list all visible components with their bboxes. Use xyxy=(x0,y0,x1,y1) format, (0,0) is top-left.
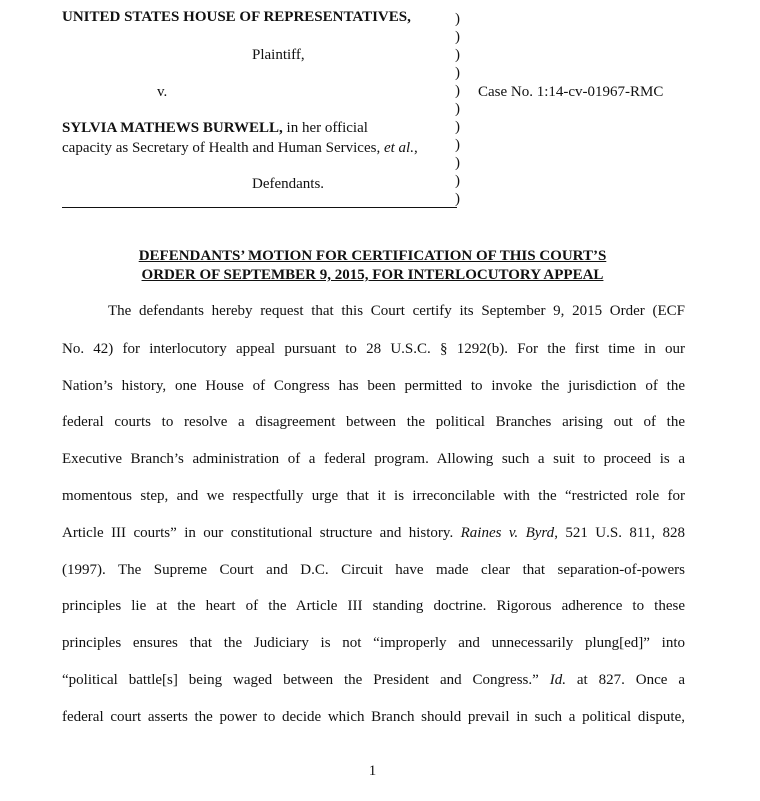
case-citation-raines: Raines v. Byrd xyxy=(460,525,555,541)
body-line-7a: Article III courts” in our constitutional structure and history. xyxy=(62,525,461,541)
caption-paren: ) xyxy=(455,83,460,99)
motion-title-line-2: ORDER OF SEPTEMBER 9, 2015, FOR INTERLOCUTORY APPEAL xyxy=(141,267,604,283)
defendant-desc-2a: capacity as Secretary of Health and Human Services, xyxy=(62,140,384,156)
et-al: et al. xyxy=(383,140,414,156)
caption-paren: ) xyxy=(455,101,460,117)
defendant-line-1 xyxy=(62,120,368,137)
plaintiff-role: Plaintiff, xyxy=(252,47,305,63)
defendant-line-2 xyxy=(62,140,418,157)
caption-paren: ) xyxy=(455,173,460,189)
body-line-2: No. 42) for interlocutory appeal pursuant to 28 U.S.C. § 1292(b). For the first time in our xyxy=(62,341,685,357)
caption-paren: ) xyxy=(455,65,460,81)
body-line-11a: “political battle[s] being waged between the President and Congress.” xyxy=(62,672,550,688)
caption-rule xyxy=(62,207,457,208)
body-line-7 xyxy=(62,525,685,542)
body-line-12: federal court asserts the power to decide which Branch should prevail in such a political dispute, xyxy=(62,709,685,725)
plaintiff-name: UNITED STATES HOUSE OF REPRESENTATIVES, xyxy=(62,9,411,25)
caption-paren: ) xyxy=(455,11,460,27)
caption-paren: ) xyxy=(455,191,460,207)
defendant-name: SYLVIA MATHEWS BURWELL, xyxy=(62,120,283,136)
body-line-6: momentous step, and we respectfully urge that it is irreconcilable with the “restricted role for xyxy=(62,488,685,504)
body-line-4: federal courts to resolve a disagreement between the political Branches arising out of the xyxy=(62,414,685,430)
defendant-role: Defendants. xyxy=(252,176,325,192)
defendant-desc-2c: , xyxy=(413,140,418,156)
versus-label: v. xyxy=(157,84,168,100)
motion-title-line-1: DEFENDANTS’ MOTION FOR CERTIFICATION OF THIS COURT’S xyxy=(138,248,607,264)
case-number: Case No. 1:14-cv-01967-RMC xyxy=(478,84,664,100)
body-line-1: The defendants hereby request that this Court certify its September 9, 2015 Order (ECF xyxy=(108,303,685,319)
citation-id: Id. xyxy=(549,672,566,688)
body-line-11 xyxy=(62,672,685,689)
body-line-7c: , 521 U.S. 811, 828 xyxy=(554,525,685,541)
body-line-8: (1997). The Supreme Court and D.C. Circuit have made clear that separation-of-powers xyxy=(62,562,685,578)
caption-paren: ) xyxy=(455,137,460,153)
caption-paren: ) xyxy=(455,29,460,45)
caption-paren: ) xyxy=(455,47,460,63)
body-line-9: principles lie at the heart of the Article III standing doctrine. Rigorous adherence to these xyxy=(62,598,685,614)
body-line-10: principles ensures that the Judiciary is not “improperly and unnecessarily plung[ed]” into xyxy=(62,635,685,651)
body-line-5: Executive Branch’s administration of a federal program. Allowing such a suit to proceed is a xyxy=(62,451,685,467)
defendant-desc-1: in her official xyxy=(282,120,368,136)
page-number: 1 xyxy=(368,763,377,779)
caption-paren: ) xyxy=(455,119,460,135)
body-line-11c: at 827. Once a xyxy=(565,672,685,688)
body-line-3: Nation’s history, one House of Congress has been permitted to invoke the jurisdiction of the xyxy=(62,378,685,394)
caption-paren: ) xyxy=(455,155,460,171)
